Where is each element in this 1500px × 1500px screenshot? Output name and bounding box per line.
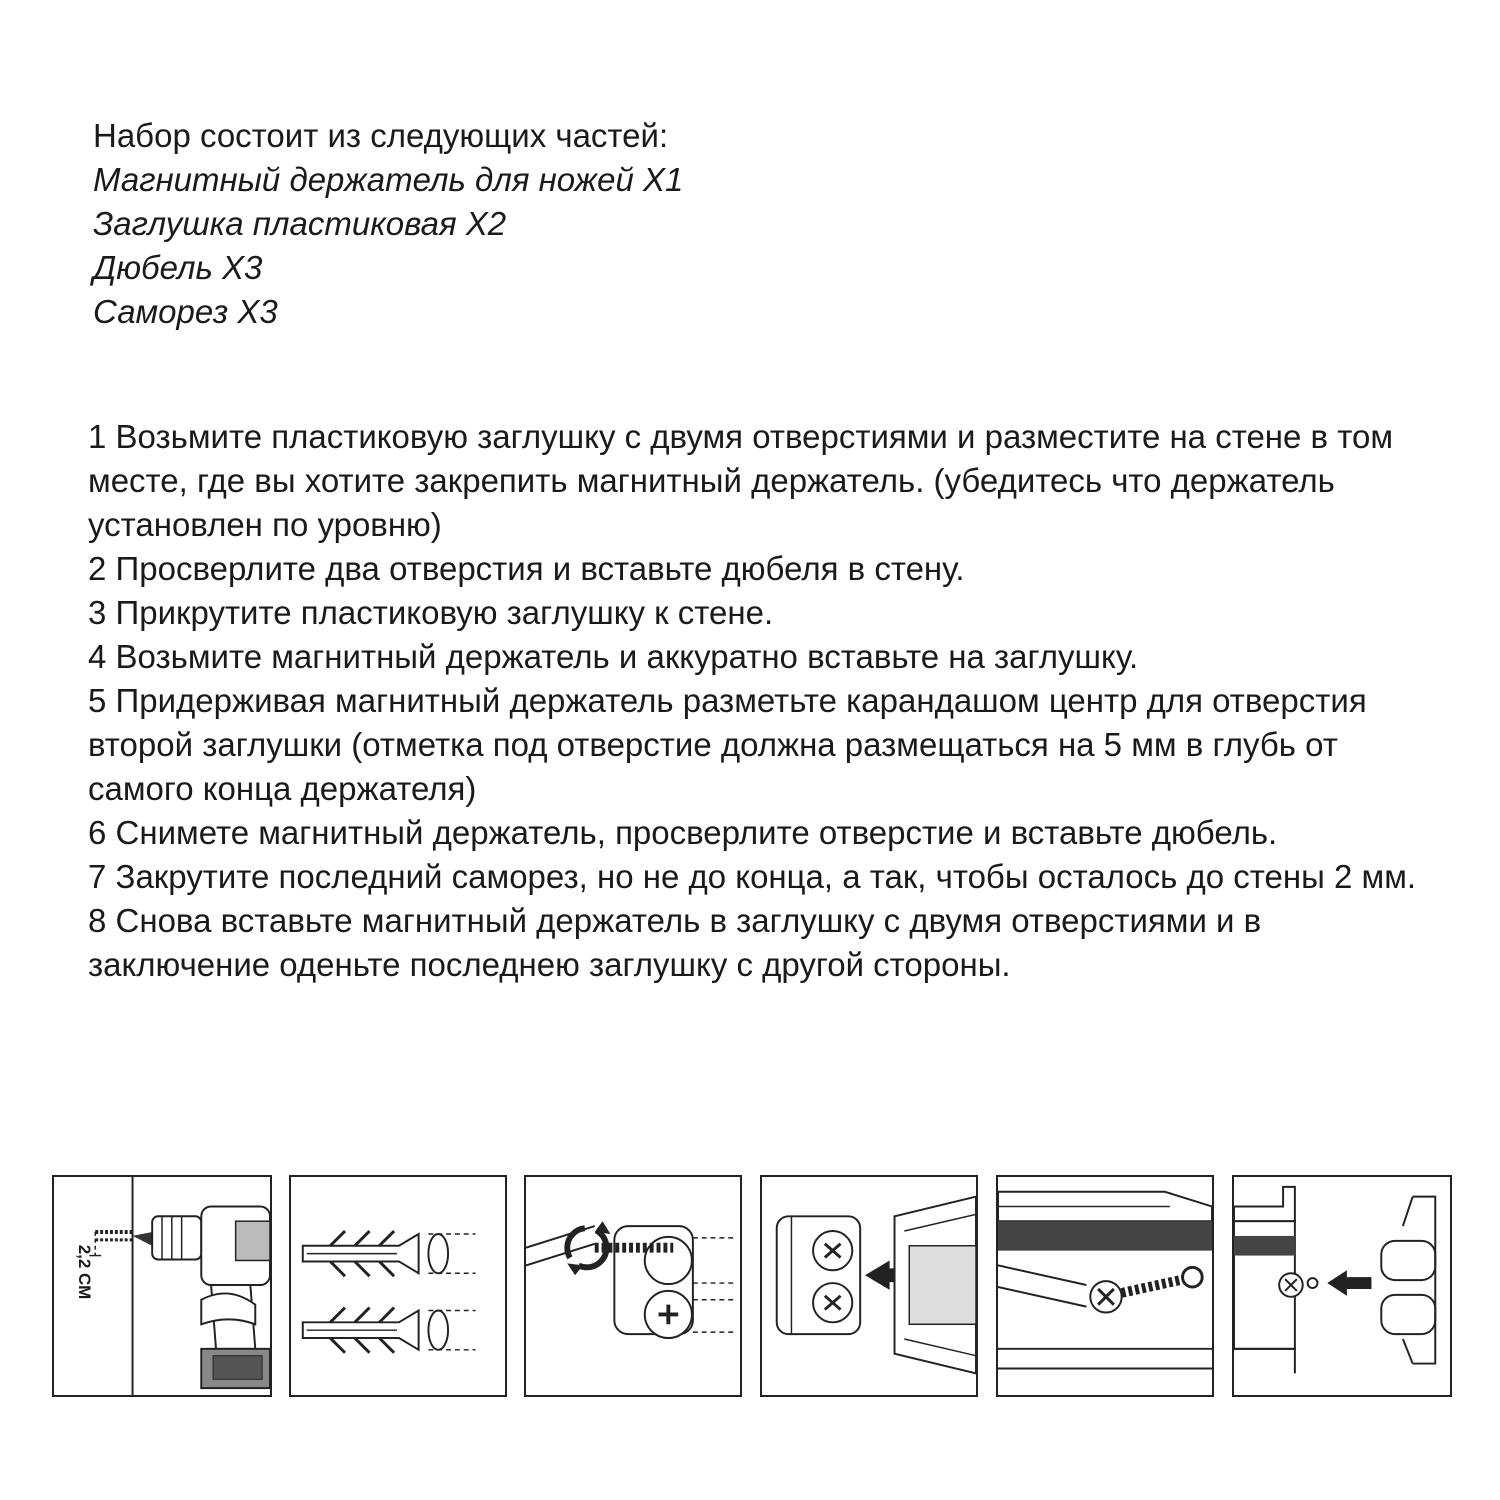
step-3: 3 Прикрутите пластиковую заглушку к стене.	[88, 594, 774, 631]
screwdriver-icon	[526, 1177, 740, 1395]
illustration-mark-second-hole	[996, 1175, 1214, 1397]
illustration-insert-dowels	[289, 1175, 507, 1397]
step-2: 2 Просверлите два отверстия и вставьте дюбеля в стену.	[88, 550, 965, 587]
kit-item: Дюбель Х3	[93, 249, 263, 286]
installation-steps	[88, 415, 1418, 987]
dowel-icon	[291, 1177, 505, 1395]
screw-icon	[998, 1177, 1212, 1395]
illustration-attach-holder	[760, 1175, 978, 1397]
step-4: 4 Возьмите магнитный держатель и аккуратно вставьте на заглушку.	[88, 638, 1139, 675]
kit-item: Заглушка пластиковая Х2	[93, 205, 507, 242]
step-8: 8 Снова вставьте магнитный держатель в заглушку с двумя отверстиями и в заключение оденьте последнею заглушку с другой стороны.	[88, 902, 1262, 983]
kit-heading: Набор состоит из следующих частей:	[93, 117, 669, 154]
illustration-attach-end-cap	[1232, 1175, 1452, 1397]
drill-depth-label: 2,2 СМ	[75, 1244, 94, 1300]
kit-item: Саморез Х3	[93, 293, 278, 330]
step-6: 6 Снимете магнитный держатель, просверлите отверстие и вставьте дюбель.	[88, 814, 1278, 851]
holder-icon	[762, 1177, 976, 1395]
end-cap-icon	[1234, 1177, 1450, 1395]
kit-contents	[93, 114, 683, 334]
kit-item: Магнитный держатель для ножей Х1	[93, 161, 684, 198]
step-7: 7 Закрутите последний саморез, но не до конца, а так, чтобы осталось до стены 2 мм.	[88, 858, 1417, 895]
illustration-screw-bracket	[524, 1175, 742, 1397]
step-1: 1 Возьмите пластиковую заглушку с двумя отверстиями и разместите на стене в том месте, где вы хотите закрепить магнитный держатель. (убедитесь что держатель установлен по уровню)	[88, 418, 1394, 543]
step-5: 5 Придерживая магнитный держатель разметьте карандашом центр для отверстия второй заглушки (отметка под отверстие должна размещаться на 5 мм в глубь от самого конца держателя)	[88, 682, 1367, 807]
